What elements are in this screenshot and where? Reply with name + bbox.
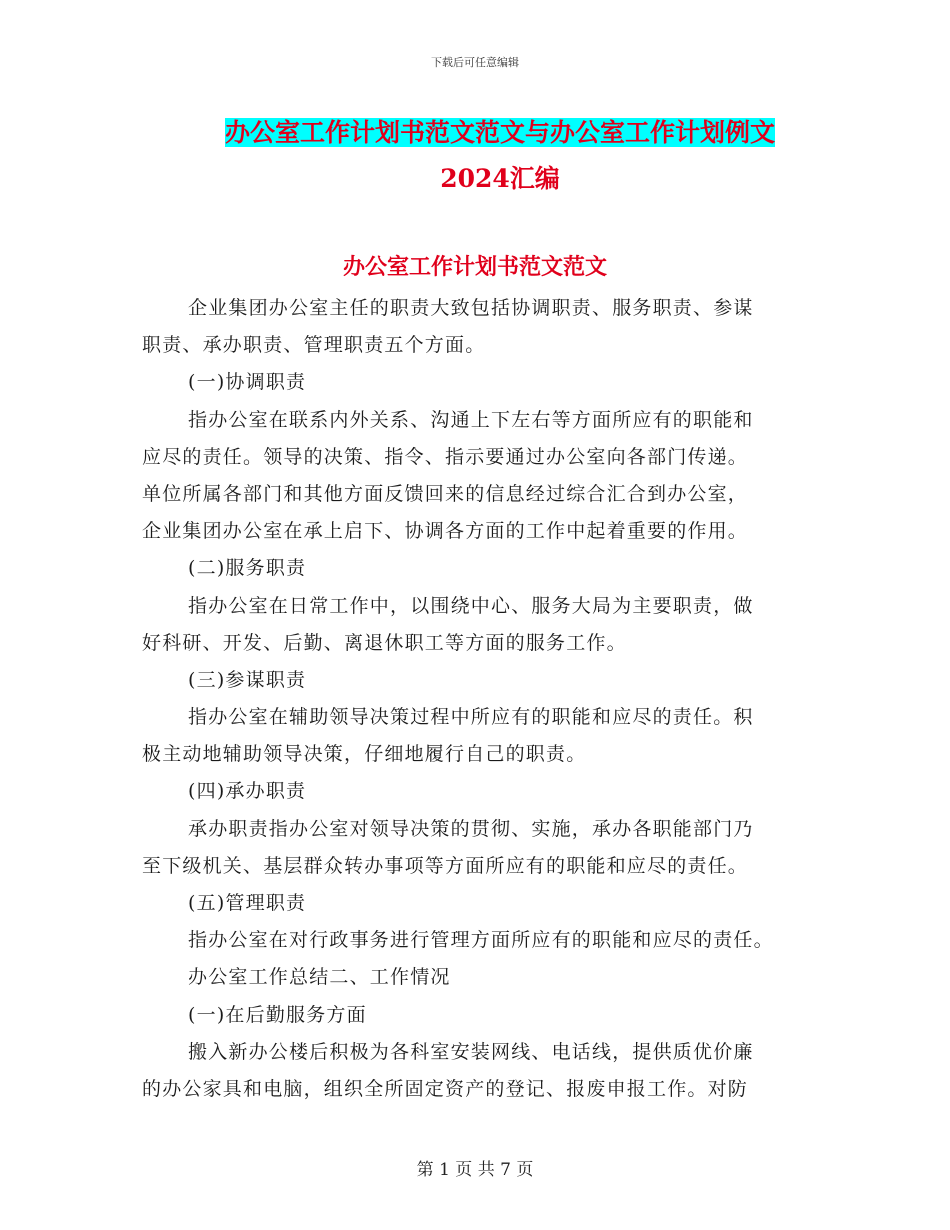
text-line: 指办公室在日常工作中，以围绕中心、服务大局为主要职责，做: [188, 594, 754, 617]
text-line: 职责、承办职责、管理职责五个方面。: [142, 334, 486, 357]
text-line: 应尽的责任。领导的决策、指令、指示要通过办公室向各部门传递。: [142, 445, 749, 468]
text-line: 承办职责指办公室对领导决策的贯彻、实施，承办各职能部门乃: [188, 817, 754, 840]
document-title: [150, 110, 850, 202]
text-line: 指办公室在辅助领导决策过程中所应有的职能和应尽的责任。积: [188, 706, 754, 729]
subheading: (二)服务职责: [188, 557, 307, 580]
text-line: 单位所属各部门和其他方面反馈回来的信息经过综合汇合到办公室，: [142, 482, 749, 505]
page-footer: 第 1 页 共 7 页: [416, 1160, 534, 1180]
text-line: 企业集团办公室在承上启下、协调各方面的工作中起着重要的作用。: [142, 520, 749, 543]
text-line: 极主动地辅助领导决策，仔细地履行自己的职责。: [142, 743, 587, 766]
header-note: 下载后可任意编辑: [431, 56, 519, 69]
text-line: 指办公室在联系内外关系、沟通上下左右等方面所应有的职能和: [188, 408, 754, 431]
document-body: [142, 290, 802, 1108]
subheading: (一)在后勤服务方面: [188, 1003, 367, 1026]
subheading: (四)承办职责: [188, 780, 307, 803]
text-line: 办公室工作总结二、工作情况: [188, 966, 451, 989]
subheading: (五)管理职责: [188, 892, 307, 914]
text-line: 的办公家具和电脑，组织全所固定资产的登记、报废申报工作。对防: [142, 1077, 749, 1100]
text-line: 搬入新办公楼后积极为各科室安装网线、电话线，提供质优价廉: [188, 1040, 754, 1063]
title-line-1: 办公室工作计划书范文范文与办公室工作计划例文: [224, 118, 775, 147]
text-line: 企业集团办公室主任的职责大致包括协调职责、服务职责、参谋: [188, 297, 754, 319]
subheading: (一)协调职责: [188, 371, 307, 394]
section-title: 办公室工作计划书范文范文: [342, 254, 607, 280]
text-line: 至下级机关、基层群众转办事项等方面所应有的职能和应尽的责任。: [142, 854, 749, 877]
text-line: 好科研、开发、后勤、离退休职工等方面的服务工作。: [142, 631, 627, 654]
text-line: 指办公室在对行政事务进行管理方面所应有的职能和应尽的责任。: [188, 929, 774, 952]
title-line-2: 2024汇编: [440, 164, 560, 193]
subheading: (三)参谋职责: [188, 668, 307, 691]
